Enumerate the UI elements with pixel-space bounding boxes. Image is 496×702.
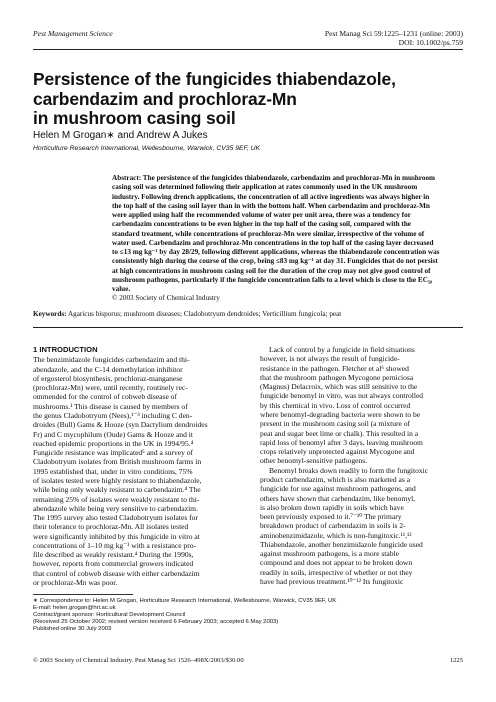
abstract-line: standard treatment, while concentrations of prochloraz-Mn were similar, irrespective of the volume of (112, 229, 425, 238)
body-line: mushrooms.¹ This disease is caused by members of (33, 401, 188, 411)
body-line: is also broken down rapidly in soils which have (260, 502, 404, 512)
body-line: concentrations of 1–10 mg kg⁻¹ with a resistance pro- (33, 540, 197, 550)
body-line: product carbendazim, which is also marketed as a (260, 474, 411, 484)
body-line: of ergosterol biosynthesis, prochloraz-manganese (33, 373, 183, 383)
article-title (33, 70, 463, 129)
title-line: in mushroom casing soil (33, 108, 236, 129)
body-line: fungicide benomyl in vitro, was not always controlled (260, 391, 424, 401)
body-line: ommended for the control of cobweb disease of (33, 392, 177, 402)
abstract-line: water used. Carbendazim and prochloraz-Mn concentrations in the top half of the casing layer decreased (112, 238, 434, 247)
body-line: remaining 25% of isolates were weakly resistant to thi- (33, 494, 200, 504)
body-line: peat and sugar beet lime or chalk). This resulted in a (260, 428, 419, 438)
body-line: Fungicide resistance was implicated⁵ and a survey of (33, 448, 194, 458)
body-line: crops relatively unprotected against Mycogone and (260, 447, 415, 457)
body-line: reached epidemic proportions in the UK in 1994/95.⁴ (33, 438, 194, 448)
grant-note: Contract/grant sponsor: Horticultural Development Council (33, 612, 186, 619)
intro-left-column (33, 345, 236, 587)
abstract-line: the top half of the casing soil layer than in with the bottom half. When carbendazim and prochloraz-Mn (112, 201, 430, 210)
body-line: aminobenzimidazole, which is non-fungitoxic.¹¹,¹² (260, 530, 412, 540)
section-heading: 1 INTRODUCTION (33, 345, 98, 354)
keywords-rule (33, 327, 463, 328)
abstract-line: carbendazim concentrations to be even higher in the top half of the casing soil, compared with the (112, 220, 412, 229)
body-line: however, is not always the result of fungicide- (260, 354, 400, 364)
abstract-line: mushroom pathogens, particularly if the fungicide concentration falls to a level which is close to the EC₅₀ (112, 275, 433, 284)
abstract-line: Abstract: The persistence of the fungicides thiabendazole, carbendazim and prochloraz-Mn in mushroom (112, 174, 436, 182)
abstract-line: consistently high during the course of the crop, being ≤83 mg kg⁻¹ at day 31. Fungicides that do not persist (112, 257, 438, 266)
body-line: Fr) and C mycophilum (Oude) Gams & Hooze and it (33, 429, 193, 439)
body-line: The 1995 survey also tested Cladobotryum isolates for (33, 513, 198, 523)
body-line: droides (Bull) Gams & Hooze (syn Dactylium dendroides (33, 420, 208, 430)
title-line: carbendazim and prochloraz-Mn (33, 88, 297, 109)
abstract-line: casing soil was determined following their application at rates commonly used in the UK mushroom (112, 183, 418, 192)
body-line: Thiabendazole, another benzimidazole fungicide used (260, 539, 423, 549)
body-line: other benomyl-sensitive pathogens. (260, 456, 368, 466)
bottom-copyright: © 2003 Society of Chemical Industry. Pest Manag Sci 1526–498X/2003/$30.00 (33, 657, 244, 664)
abstract-line: industry. Following drench applications, the concentration of all active ingredients was always higher in (112, 192, 430, 201)
body-line: resistance in the pathogen. Fletcher et al⁶ showed (260, 363, 409, 373)
body-line: readily in soils, irrespective of whether or not they (260, 567, 413, 577)
email-link[interactable]: E-mail: helen.grogan@hri.ac.uk (33, 605, 116, 612)
body-line: or prochloraz-Mn was poor. (33, 578, 118, 588)
title-line: Persistence of the fungicides thiabendazole, (33, 69, 396, 89)
body-line: Lack of control by a fungicide in field situations (269, 345, 415, 354)
running-citation: Pest Manag Sci 59:1225–1231 (online: 2003) (324, 29, 463, 38)
body-line: compound and does not appear to be broken down (260, 558, 413, 568)
body-line: others have shown that carbendazim, like benomyl, (260, 493, 416, 503)
doi-text[interactable]: DOI: 10.1002/ps.759 (398, 38, 463, 47)
body-line: against mushroom pathogens, is a more stable (260, 549, 399, 559)
body-line: by this chemical in vivo. Loss of control occurred (260, 400, 411, 410)
abstract (112, 174, 462, 304)
correspondence-note: ∗ Correspondence to: Helen M Grogan, Horticulture Research International, Wellesbourne, Warwick, CV35 9EF, UK (33, 598, 337, 604)
body-line: rapid loss of benomyl after 3 days, leaving mushroom (260, 437, 423, 447)
abstract-line: were applied using half the recommended volume of water per unit area, there was a tendency for (112, 211, 411, 219)
header-rule (33, 49, 463, 50)
body-line: abendazole, and the C-14 demethylation inhibitor (33, 364, 183, 374)
footnote-rule (33, 594, 133, 595)
body-line: while being only weakly resistant to carbendazim.⁴ The (33, 485, 201, 495)
author-list: Helen M Grogan∗ and Andrew A Jukes (33, 130, 208, 141)
affiliation: Horticulture Research International, Wellesbourne, Warwick, CV35 9EF, UK (33, 145, 261, 152)
body-line: breakdown product of carbendazim in soils is 2- (260, 521, 406, 531)
body-line: however, reports from commercial growers indicated (33, 559, 194, 569)
body-line: abendazole while being very sensitive to carbendazim. (33, 503, 198, 513)
abstract-line: at high concentrations in mushroom casing soil for the duration of the crop may not give good control of (112, 266, 431, 275)
body-line: file described as weakly resistant.⁴ During the 1990s, (33, 550, 194, 560)
body-line: where benomyl-degrading bacteria were shown to be (260, 409, 421, 419)
running-journal-name: Pest Management Science (33, 29, 113, 38)
body-line: (Magnus) Delacroix, which was still sensitive to the (260, 382, 418, 392)
body-line: have had previous treatment.¹⁰⁻¹² Its fungitoxic (260, 577, 404, 587)
abstract-line: to ≤13 mg kg⁻¹ by day 28/29, following different applications, whereas the thiabendazole concentration was (112, 248, 440, 256)
page-number: 1225 (449, 657, 463, 664)
body-line: fungicide for use against mushroom pathogens, and (260, 484, 416, 494)
keywords-label: Keywords: (33, 310, 67, 318)
body-line: were significantly inhibited by this fungicide in vitro at (33, 531, 200, 541)
keywords-text: Agaricus bisporus; mushroom diseases; Cladobotryum dendroides; Verticillium fungicola; peat (67, 310, 342, 318)
published-online: Published online 30 July 2003 (33, 626, 112, 633)
received-dates: (Received 25 October 2002; revised version received 6 February 2003; accepted 6 May 2003) (33, 619, 279, 626)
body-line: (prochloraz-Mn) were, until recently, routinely rec- (33, 383, 188, 393)
intro-right-column (260, 345, 463, 586)
body-line: the genus Cladobotryum (Nees),¹⁻³ including C den- (33, 410, 193, 420)
abstract-copyright: © 2003 Society of Chemical Industry (112, 294, 220, 303)
body-line: present in the mushroom casing soil (a mixture of (260, 419, 411, 429)
keywords (33, 310, 463, 319)
body-line: Benomyl breaks down readily to form the fungitoxic (269, 465, 429, 475)
body-line: 1995 established that, under in vitro conditions, 75% (33, 466, 193, 476)
body-line: that the mushroom pathogen Mycogone perniciosa (260, 372, 414, 382)
body-line: of isolates tested were highly resistant to thiabendazole, (33, 475, 202, 485)
body-line: that control of cobweb disease with either carbendazim (33, 568, 200, 578)
abstract-line: value. (112, 285, 131, 293)
body-line: their tolerance to prochloraz-Mn. All isolates tested (33, 522, 189, 532)
footnotes (33, 598, 463, 633)
body-line: been previously exposed to it.⁷⁻¹⁰ The primary (260, 512, 402, 522)
body-line: Cladobotryum isolates from British mushroom farms in (33, 457, 202, 467)
body-line: The benzimidazole fungicides carbendazim and thi- (33, 355, 190, 365)
